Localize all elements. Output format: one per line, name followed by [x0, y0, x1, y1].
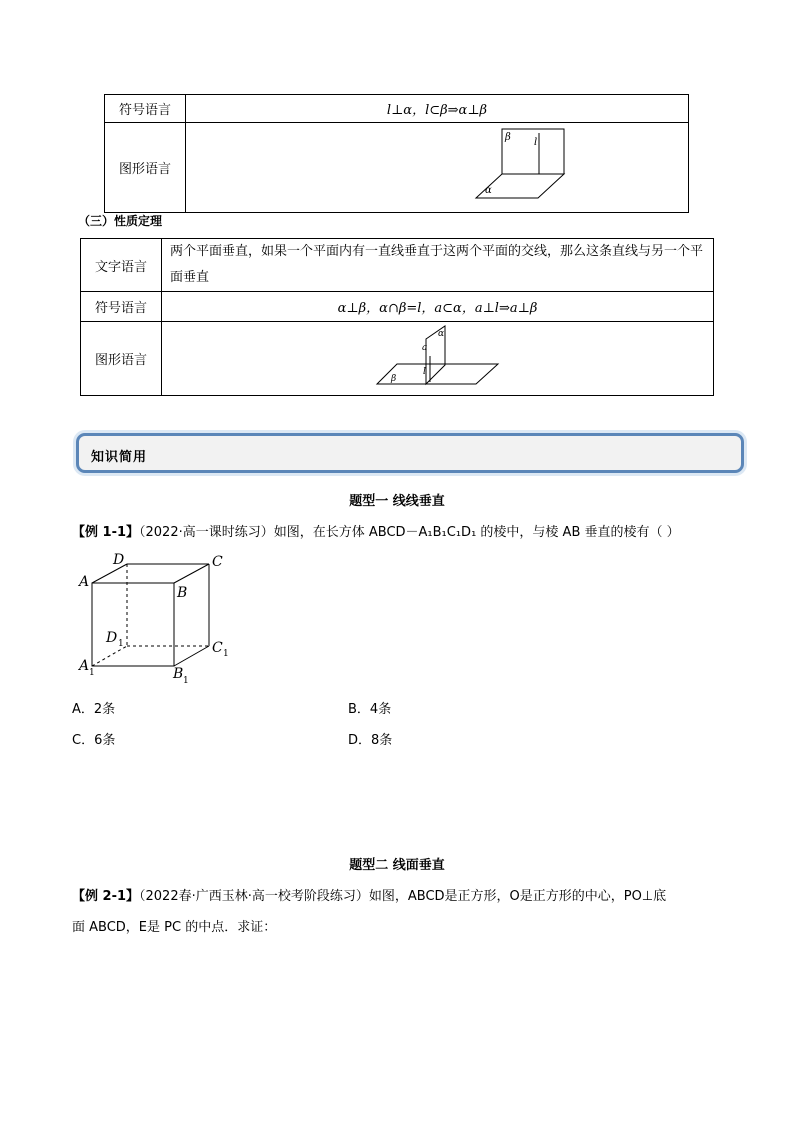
vertex-B1: B	[173, 666, 184, 682]
type2-heading: 题型二 线面垂直	[349, 858, 445, 873]
table-judgement	[104, 94, 689, 213]
label-alpha: α	[485, 185, 492, 196]
symbol-label-2: 符号语言	[81, 292, 162, 322]
symbol-label: 符号语言	[105, 95, 186, 123]
label-alpha-2: α	[438, 329, 445, 339]
text-label: 文字语言	[81, 239, 162, 292]
label-l-2: l	[423, 367, 426, 377]
vertex-B: B	[177, 585, 188, 601]
label-beta: β	[505, 132, 511, 143]
label-l: l	[534, 137, 538, 148]
choice-a[interactable]: A．2条	[72, 702, 116, 717]
vertex-A1: A	[79, 658, 90, 674]
example2-paragraph	[72, 885, 666, 904]
section3-title: （三）性质定理	[78, 214, 163, 228]
vertex-C1-sub: 1	[223, 649, 229, 659]
label-beta-2: β	[391, 374, 397, 384]
type1-heading: 题型一 线线垂直	[349, 494, 445, 509]
example2-tag: 【例 2-1】	[72, 889, 140, 904]
plane-beta	[502, 129, 564, 174]
perpendicular-planes-figure-2	[162, 322, 713, 395]
vertex-D1-sub: 1	[118, 639, 124, 649]
vertex-A: A	[79, 574, 90, 590]
example2-source: （2022春·广西玉林·高一校考阶段练习）	[139, 889, 369, 904]
example1-text: 如图，在长方体 ABCD－A₁B₁C₁D₁ 的棱中，与棱 AB 垂直的棱有（ ）	[273, 525, 680, 540]
vertex-D: D	[113, 552, 125, 568]
label-a: a	[422, 343, 428, 353]
vertex-C1: C	[212, 640, 223, 656]
vertex-D1: D	[106, 630, 118, 646]
vertex-A1-sub: 1	[89, 668, 95, 678]
choice-c[interactable]: C．6条	[72, 733, 116, 748]
perpendicular-planes-figure-1	[186, 123, 688, 212]
example2-text-line1: 如图，ABCD是正方形，O是正方形的中心，PO⊥底	[368, 889, 667, 904]
banner-title: 知识简用	[91, 450, 148, 465]
text-content: 两个平面垂直，如果一个平面内有一直线垂直于这两个平面的交线，那么这条直线与另一个平面垂直	[162, 239, 714, 292]
example2-text-line2: 面 ABCD，E是 PC 的中点．求证：	[72, 920, 277, 935]
knowledge-banner	[76, 433, 744, 473]
vertex-B1-sub: 1	[183, 676, 189, 686]
choice-d[interactable]: D．8条	[348, 733, 393, 748]
example1-paragraph	[72, 521, 680, 540]
cube-front-face	[92, 583, 174, 666]
figure-cell	[186, 123, 689, 213]
choice-b[interactable]: B．4条	[348, 702, 392, 717]
figure-cell-2	[162, 322, 714, 396]
cuboid-figure	[72, 548, 242, 688]
symbol-text: l⊥α，l⊂β⇒α⊥β	[186, 95, 689, 123]
figure-label: 图形语言	[105, 123, 186, 213]
vertex-C: C	[212, 554, 223, 570]
figure-label-2: 图形语言	[81, 322, 162, 396]
example1-tag: 【例 1-1】	[72, 525, 140, 540]
example1-source: （2022·高一课时练习）	[139, 525, 274, 540]
symbol-text-2: α⊥β，α∩β=l，a⊂α，a⊥l⇒a⊥β	[162, 292, 714, 322]
table-property	[80, 238, 714, 396]
